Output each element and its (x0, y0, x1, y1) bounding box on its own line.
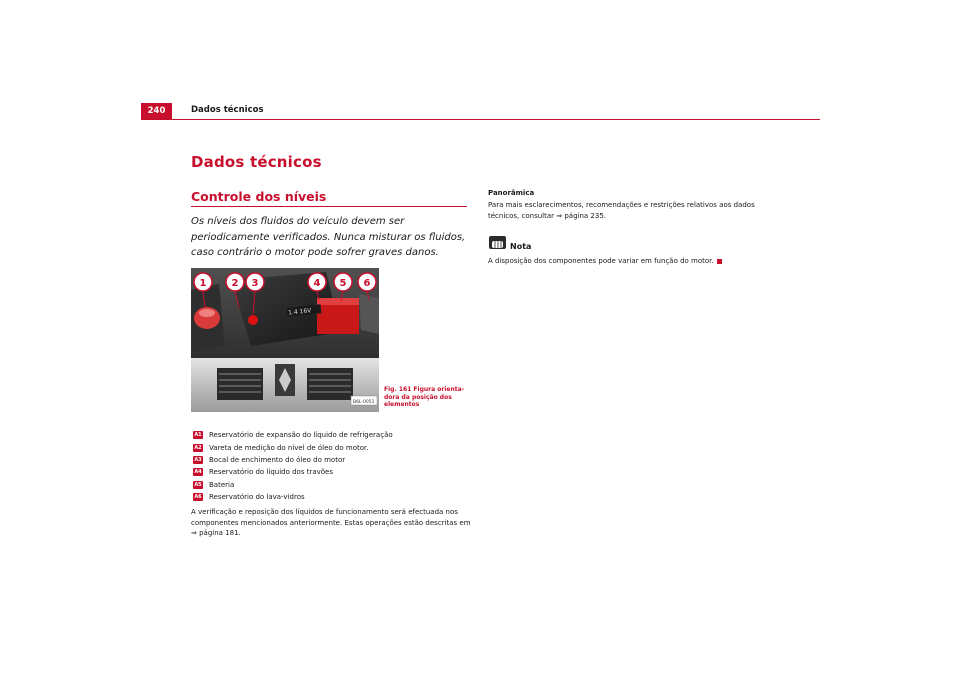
callout-1-number: 1 (199, 278, 207, 289)
callout-6-number: 6 (363, 278, 371, 289)
legend-badge: A2 (194, 444, 202, 451)
note-title: Nota (510, 242, 532, 251)
verification-paragraph: A verificação e reposição dos líquidos de funcionamento será efectuada nos componentes mencionados anteriormente. Estas operações estão descritas em ⇒ página 181. (191, 508, 471, 538)
legend-text: Reservatório do lava-vidros (209, 493, 305, 502)
callout-4-number: 4 (313, 278, 321, 289)
note-icon (489, 236, 506, 249)
legend-text: Vareta de medição do nível de óleo do motor. (209, 443, 369, 452)
section-intro: Os níveis dos fluidos do veículo devem ser periodicamente verificados. Nunca misturar os fluidos, caso contrário o motor pode sofrer graves danos. (191, 216, 466, 258)
section-title: Controle dos níveis (191, 189, 327, 204)
page-number: 240 (141, 103, 172, 120)
figure-caption: Fig. 161 Figura orienta-dora da posição dos elementos (384, 386, 465, 408)
legend-item (193, 479, 473, 491)
legend-text: Reservatório do líquido dos travões (209, 468, 333, 477)
legend-badge: A6 (194, 494, 202, 501)
chapter-title: Dados técnicos (191, 153, 322, 171)
section-rule (191, 206, 467, 207)
legend-item (193, 454, 473, 466)
legend-text: Bateria (209, 480, 235, 489)
callout-5-number: 5 (339, 278, 347, 289)
legend-item (193, 429, 473, 441)
legend-item (193, 441, 473, 453)
overview-heading: Panorâmica (488, 189, 535, 197)
legend-badge: A3 (194, 456, 202, 463)
callout-3-number: 3 (251, 278, 259, 289)
legend-list (193, 429, 473, 503)
overview-paragraph: Para mais esclarecimentos, recomendações e restrições relativos aos dados técnicos, consultar ⇒ página 235. (488, 201, 755, 220)
callout-2-number: 2 (231, 278, 239, 289)
engine-bay-photo (191, 268, 379, 412)
header-rule (141, 119, 820, 120)
engine-cover-label: 1.4 16V (287, 307, 312, 317)
running-header-title: Dados técnicos (191, 105, 264, 115)
note-text: A disposição dos componentes pode variar em função do motor. (488, 257, 714, 265)
legend-badge: A4 (194, 469, 202, 476)
note-paragraph (488, 256, 788, 267)
end-of-section-marker (717, 259, 722, 264)
legend-item (193, 491, 473, 503)
legend-badge: A5 (194, 481, 202, 488)
image-code: B6L-0051 (353, 400, 375, 405)
legend-text: Reservatório de expansão do líquido de refrigeração (209, 431, 393, 440)
legend-badge: A1 (194, 432, 202, 439)
engine-bay-illustration (191, 268, 379, 412)
legend-item (193, 466, 473, 478)
note-hand-icon (489, 238, 506, 251)
legend-text: Bocal de enchimento do óleo do motor (209, 455, 346, 464)
